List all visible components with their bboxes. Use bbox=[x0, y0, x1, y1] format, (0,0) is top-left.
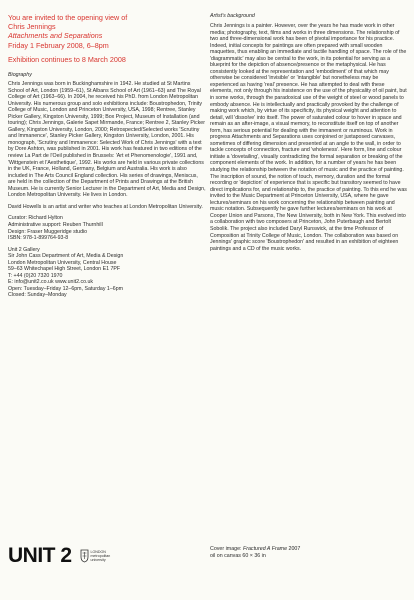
credits bbox=[8, 215, 206, 241]
lmu-line: university bbox=[90, 558, 106, 563]
closed-days: Closed: Sunday–Monday bbox=[8, 292, 67, 299]
caption-year: 2007 bbox=[287, 546, 301, 552]
london-met-wordmark bbox=[91, 550, 111, 563]
gallery-address-3: 59–63 Whitechapel High Street, London E1 7PF bbox=[8, 266, 121, 273]
exhibition-continues: Exhibition continues to 8 March 2008 bbox=[8, 54, 126, 64]
artist-name: Chris Jennings bbox=[8, 22, 56, 32]
unit2-logo: UNIT 2 bbox=[8, 544, 72, 567]
invitation-block bbox=[8, 13, 206, 64]
opening-date: Friday 1 February 2008, 6–8pm bbox=[8, 40, 109, 50]
gallery-contact: E: info@unit2.co.uk www.unit2.co.uk bbox=[8, 279, 93, 286]
invitation-line: You are invited to the opening view of bbox=[8, 13, 128, 22]
gallery-address-2: London Metropolitan University, Central House bbox=[8, 259, 117, 266]
gallery-address-1: Sir John Cass Department of Art, Media & Design bbox=[8, 253, 124, 260]
biography-text: Chris Jennings was born in Buckinghamshire in 1942. He studied at St Martins School of Art, London (1959–61), St Albans School of Art (1961–63) and The Royal College of Art (1963–66). In 2004, he received his PhD. from London Metropolitan University. His numerous group and solo exhibitions include: Boustrophedon, Trinity College of Music, London and Princeton University, USA, 1998; Rentree, Stanley Picker Gallery, Kingston University, 1999; Box Project, Museum of Installation (and touring); Chris Jennings, Galerie Sapet Mirmande, France; Rentree 2, Stanley Picker Gallery, Kingston University, London, 2000; Retrospected/Selected works 'Scrutiny and Immanence', Stanley Picker Gallery, Kingston University, London, 2001. His monograph, 'Scrutiny and Immanence: Selected Work of Chris Jennings' with a text by Dore Ashton, was published in 2001. His work has featured in two editions of the review La Part de l'Oeil published in Brussels: 'Art et Phenomenologie', 1991 and, 'Wittgenstein et l'Aesthetique', 1992. His works are held in various private collections in the UK, France, Holland, Germany, Belgium and Australia. His work is also included in The Arts Council England collection. His series of drawings, Meniscus, are held in the collection of the Department of Prints and Drawings at the British Museum. He is currently Senior Lecturer in the Department of Art, Media and Design, London Metropolitan University. He lives in London. bbox=[8, 81, 206, 199]
background-heading: Artist's background bbox=[210, 13, 255, 19]
gallery-name: Unit 2 Gallery bbox=[8, 246, 40, 253]
logo-row bbox=[8, 544, 110, 568]
admin-credit: Administrative support: Reuben Thurnhill bbox=[8, 221, 103, 228]
writer-note: David Howells is an artist and writer who teaches at London Metropolitan University. bbox=[8, 203, 203, 210]
left-column bbox=[8, 13, 206, 299]
caption-media: oil on canvas 60 × 36 in bbox=[210, 553, 266, 559]
london-met-logo bbox=[80, 549, 111, 563]
lmu-line: metropolitan bbox=[90, 553, 111, 558]
isbn: ISBN: 978-1-899764-93-8 bbox=[8, 235, 69, 242]
right-column bbox=[210, 13, 408, 252]
caption-title: Fractured A Frame bbox=[242, 546, 288, 552]
gallery-phone: T: +44 (0)20 7320 1970 bbox=[8, 272, 63, 279]
opening-hours: Open: Tuesday–Friday 12–6pm, Saturday 1–6pm bbox=[8, 285, 123, 292]
university-crest-icon bbox=[80, 549, 89, 563]
caption-line bbox=[210, 546, 300, 553]
background-text: Chris Jennings is a painter. However, over the years he has made work in other media; photography, text, films and works in three dimensions. The relationship of two and three-dimensional work has been of pivotal importance for his practice. Indeed, initial concepts for paintings are often prepared with small wooden maquettes, thus enabling an immediate and tactile handling of space. The role of the 'diagrammatic' may also be central to the work, in its potential for serving as a blueprint for the depiction of absence/presence or the metaphysical. He has consistently looked at the representation and 'embodiment' of that which may otherwise be considered 'invisible' or 'intangible' but nonetheless may be experienced as having 'real' presence. He has attempted to deal with these elements, not only through his insistence on the use of the physicality of oil paint, but in some works, through the paradoxical use of the weight of steel or wood panels to embody absence. He is intellectually and practically provoked by the challenge of making work which, by virtue of its specificity, its physical weight and attention to detail, will 'dissolve' into itself. The power of saturated colour to hover in space and remain as an after-image, a visual memory, to reconstitute itself on top of another form, has serious potential for dealing with the immanent or numinous. Work in progress Attachments and Separations uses conjoined or juxtaposed canvases, sometimes of differing dimension and presented at an angle to the wall, in order to tackle concepts of connection, fracture and 'wholeness'. Here form, line and colour initiate a 'dovetailing', visually contradicting the formal separation or breaking of the component elements of the work. In addition, for a number of years he has been studying the relationship between the notation of music and the practice of painting. The inscription of sound, the notion of touch, memory, duration and the formal recording or 'depiction' of experience that is specific but transitory seemed to have direct implications for, and relationship to, the practice of painting. To this end he was invited to the Music Department at Princeton University, USA, where he gave lectures/seminars on his work concerning the relationship between painting and music notation. Subsequently he gave further lectures/seminars on his work at Cooper Union and Parsons, The New University, both in New York. This evolved into a collaboration with two composers at Princeton, John Puterbaugh and Bertolt Sobolik. The project also included Daryl Runswick, at the time Professor of Composition at Trinity College of Music, London. The collaboration was based on Jennings' graphic score 'Boustrophedon' and resulted in an exhibition of eighteen paintings and a CD of the music works. bbox=[210, 23, 407, 252]
gallery-info bbox=[8, 247, 206, 299]
biography-heading: Biography bbox=[8, 72, 32, 79]
curator-credit: Curator: Richard Hylton bbox=[8, 215, 63, 222]
exhibition-title: Attachments and Separations bbox=[8, 31, 103, 41]
design-credit: Design: Fraser Muggeridge studio bbox=[8, 228, 88, 235]
caption-label: Cover image: bbox=[210, 546, 243, 552]
lmu-line: LONDON bbox=[90, 549, 106, 554]
cover-caption bbox=[210, 546, 300, 560]
